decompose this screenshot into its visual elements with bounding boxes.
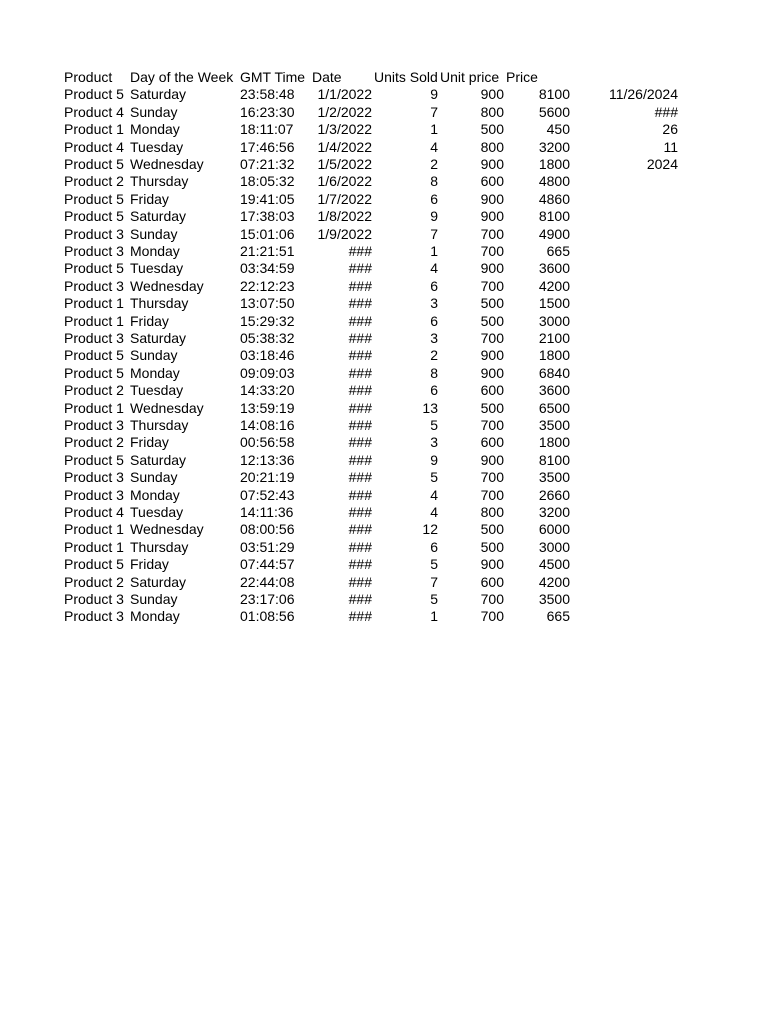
- cell-product[interactable]: Product 1: [64, 399, 124, 416]
- cell-gmt-time[interactable]: 18:05:32: [240, 173, 295, 190]
- cell-gmt-time[interactable]: 17:38:03: [240, 208, 295, 225]
- cell-product[interactable]: Product 3: [64, 277, 124, 294]
- cell-unit-price[interactable]: 500: [480, 295, 504, 312]
- cell-product[interactable]: Product 2: [64, 173, 124, 190]
- cell-day[interactable]: Sunday: [130, 103, 178, 120]
- cell-gmt-time[interactable]: 23:17:06: [240, 591, 295, 607]
- cell-price[interactable]: 2660: [538, 486, 570, 503]
- cell-unit-price[interactable]: 900: [480, 86, 504, 103]
- cell-product[interactable]: Product 2: [64, 434, 124, 451]
- table-row: [0, 295, 768, 312]
- cell-date[interactable]: ###: [348, 451, 372, 468]
- cell-price[interactable]: 5600: [538, 103, 570, 120]
- table-row: [0, 365, 768, 382]
- cell-units-sold[interactable]: 6: [430, 538, 438, 555]
- table-row: [0, 487, 768, 504]
- cell-units-sold[interactable]: 5: [430, 591, 438, 607]
- cell-units-sold[interactable]: 3: [430, 434, 438, 451]
- cell-date[interactable]: ###: [348, 330, 372, 346]
- cell-gmt-time[interactable]: 03:18:46: [240, 347, 295, 364]
- table-row: [0, 608, 768, 625]
- header-date[interactable]: Date: [312, 69, 342, 85]
- cell-gmt-time[interactable]: 16:23:30: [240, 103, 295, 120]
- cell-units-sold[interactable]: 2: [430, 156, 438, 172]
- cell-price[interactable]: 665: [546, 608, 570, 625]
- cell-date[interactable]: ###: [348, 521, 372, 538]
- table-row: [0, 278, 768, 295]
- table-row: [0, 208, 768, 225]
- cell-price[interactable]: 450: [546, 121, 570, 138]
- cell-day[interactable]: Friday: [130, 312, 169, 329]
- cell-date[interactable]: ###: [348, 260, 372, 277]
- cell-product[interactable]: Product 1: [64, 295, 124, 312]
- cell-units-sold[interactable]: 4: [430, 486, 438, 503]
- cell-units-sold[interactable]: 1: [430, 121, 438, 138]
- cell-date[interactable]: 1/3/2022: [317, 121, 372, 138]
- table-row: [0, 469, 768, 486]
- cell-price[interactable]: 8100: [538, 208, 570, 225]
- cell-unit-price[interactable]: 600: [480, 573, 504, 590]
- cell-product[interactable]: Product 1: [64, 312, 124, 329]
- cell-date[interactable]: ###: [348, 469, 372, 486]
- cell-price[interactable]: 8100: [538, 451, 570, 468]
- cell-gmt-time[interactable]: 23:58:48: [240, 86, 295, 103]
- cell-day[interactable]: Saturday: [130, 208, 187, 225]
- cell-unit-price[interactable]: 800: [480, 103, 504, 120]
- side-row: [0, 156, 768, 173]
- cell-price[interactable]: 3600: [538, 260, 570, 277]
- cell-day[interactable]: Wednesday: [130, 521, 204, 538]
- table-row: [0, 556, 768, 573]
- cell-date[interactable]: ###: [348, 382, 372, 399]
- header-product[interactable]: Product: [64, 69, 113, 85]
- cell-unit-price[interactable]: 900: [480, 190, 504, 207]
- cell-unit-price[interactable]: 500: [480, 312, 504, 329]
- cell-units-sold[interactable]: 3: [430, 295, 438, 312]
- cell-unit-price[interactable]: 900: [480, 260, 504, 277]
- cell-day[interactable]: Sunday: [130, 591, 178, 607]
- cell-gmt-time[interactable]: 21:21:51: [240, 243, 295, 259]
- cell-gmt-time[interactable]: 14:33:20: [240, 382, 295, 399]
- cell-product[interactable]: Product 3: [64, 469, 124, 486]
- cell-day[interactable]: Sunday: [130, 225, 178, 242]
- header-price[interactable]: Price: [506, 69, 538, 85]
- cell-gmt-time[interactable]: 13:07:50: [240, 295, 295, 312]
- cell-date[interactable]: ###: [348, 312, 372, 329]
- cell-gmt-time[interactable]: 17:46:56: [240, 138, 295, 155]
- cell-unit-price[interactable]: 500: [480, 399, 504, 416]
- side-value-cell[interactable]: ###: [654, 103, 678, 120]
- cell-date[interactable]: ###: [348, 243, 372, 259]
- cell-date[interactable]: ###: [348, 399, 372, 416]
- cell-units-sold[interactable]: 6: [430, 190, 438, 207]
- cell-price[interactable]: 3500: [538, 469, 570, 486]
- cell-product[interactable]: Product 5: [64, 86, 124, 103]
- cell-product[interactable]: Product 4: [64, 138, 124, 155]
- cell-price[interactable]: 2100: [538, 330, 570, 346]
- cell-price[interactable]: 6000: [538, 521, 570, 538]
- cell-date[interactable]: ###: [348, 573, 372, 590]
- side-row: [0, 139, 768, 156]
- cell-date[interactable]: ###: [348, 434, 372, 451]
- cell-product[interactable]: Product 3: [64, 243, 124, 259]
- cell-unit-price[interactable]: 900: [480, 451, 504, 468]
- cell-price[interactable]: 3500: [538, 591, 570, 607]
- cell-units-sold[interactable]: 5: [430, 556, 438, 573]
- cell-gmt-time[interactable]: 13:59:19: [240, 399, 295, 416]
- cell-unit-price[interactable]: 900: [480, 208, 504, 225]
- cell-price[interactable]: 4800: [538, 173, 570, 190]
- cell-product[interactable]: Product 3: [64, 417, 124, 433]
- cell-price[interactable]: 8100: [538, 86, 570, 103]
- cell-price[interactable]: 1800: [538, 156, 570, 172]
- table-row: [0, 417, 768, 434]
- cell-price[interactable]: 4500: [538, 556, 570, 573]
- cell-product[interactable]: Product 1: [64, 538, 124, 555]
- cell-price[interactable]: 4900: [538, 225, 570, 242]
- side-row: [0, 104, 768, 121]
- table-row: [0, 574, 768, 591]
- cell-gmt-time[interactable]: 12:13:36: [240, 451, 295, 468]
- header-gmt-time[interactable]: GMT Time: [240, 69, 306, 85]
- cell-product[interactable]: Product 5: [64, 156, 124, 172]
- cell-product[interactable]: Product 3: [64, 225, 124, 242]
- cell-unit-price[interactable]: 700: [480, 608, 504, 625]
- cell-units-sold[interactable]: 4: [430, 138, 438, 155]
- cell-units-sold[interactable]: 6: [430, 277, 438, 294]
- cell-product[interactable]: Product 4: [64, 103, 124, 120]
- cell-gmt-time[interactable]: 22:44:08: [240, 573, 295, 590]
- cell-date[interactable]: ###: [348, 347, 372, 364]
- cell-day[interactable]: Sunday: [130, 469, 178, 486]
- cell-day[interactable]: Sunday: [130, 347, 178, 364]
- cell-day[interactable]: Thursday: [130, 417, 189, 433]
- cell-units-sold[interactable]: 5: [430, 417, 438, 433]
- cell-gmt-time[interactable]: 15:29:32: [240, 312, 295, 329]
- cell-unit-price[interactable]: 500: [480, 538, 504, 555]
- cell-date[interactable]: ###: [348, 417, 372, 433]
- cell-unit-price[interactable]: 700: [480, 277, 504, 294]
- cell-units-sold[interactable]: 1: [430, 243, 438, 259]
- cell-product[interactable]: Product 4: [64, 504, 124, 520]
- cell-product[interactable]: Product 5: [64, 260, 124, 277]
- side-value-cell[interactable]: 11/26/2024: [608, 86, 678, 103]
- header-unit-price[interactable]: Unit price: [440, 69, 500, 85]
- table-row: [0, 434, 768, 451]
- cell-date[interactable]: ###: [348, 538, 372, 555]
- cell-day[interactable]: Thursday: [130, 173, 189, 190]
- cell-units-sold[interactable]: 13: [422, 399, 438, 416]
- cell-day[interactable]: Saturday: [130, 573, 187, 590]
- cell-day[interactable]: Saturday: [130, 451, 187, 468]
- cell-gmt-time[interactable]: 20:21:19: [240, 469, 295, 486]
- cell-price[interactable]: 3200: [538, 504, 570, 520]
- table-row: [0, 330, 768, 347]
- cell-gmt-time[interactable]: 18:11:07: [240, 121, 294, 138]
- cell-unit-price[interactable]: 700: [480, 417, 504, 433]
- cell-gmt-time[interactable]: 19:41:05: [240, 190, 295, 207]
- header-units-sold[interactable]: Units Sold: [374, 69, 438, 85]
- table-row: [0, 452, 768, 469]
- cell-unit-price[interactable]: 600: [480, 173, 504, 190]
- cell-date[interactable]: 1/9/2022: [317, 225, 372, 242]
- table-row: [0, 191, 768, 208]
- cell-product[interactable]: Product 3: [64, 608, 124, 625]
- cell-date[interactable]: ###: [348, 295, 372, 312]
- cell-product[interactable]: Product 5: [64, 451, 124, 468]
- cell-day[interactable]: Tuesday: [130, 504, 184, 520]
- table-row: [0, 539, 768, 556]
- cell-price[interactable]: 1800: [538, 434, 570, 451]
- cell-unit-price[interactable]: 700: [480, 330, 504, 346]
- cell-day[interactable]: Wednesday: [130, 156, 204, 172]
- cell-units-sold[interactable]: 8: [430, 173, 438, 190]
- cell-gmt-time[interactable]: 07:52:43: [240, 486, 295, 503]
- cell-product[interactable]: Product 2: [64, 573, 124, 590]
- cell-day[interactable]: Monday: [130, 243, 180, 259]
- cell-unit-price[interactable]: 900: [480, 556, 504, 573]
- cell-gmt-time[interactable]: 03:51:29: [240, 538, 295, 555]
- cell-date[interactable]: ###: [348, 504, 372, 520]
- cell-product[interactable]: Product 3: [64, 591, 124, 607]
- cell-price[interactable]: 3600: [538, 382, 570, 399]
- cell-day[interactable]: Friday: [130, 556, 169, 573]
- cell-day[interactable]: Saturday: [130, 86, 187, 103]
- cell-date[interactable]: 1/4/2022: [317, 138, 372, 155]
- cell-date[interactable]: ###: [348, 486, 372, 503]
- cell-product[interactable]: Product 3: [64, 330, 124, 346]
- table-row: [0, 382, 768, 399]
- table-row: [0, 521, 768, 538]
- cell-units-sold[interactable]: 4: [430, 504, 438, 520]
- cell-units-sold[interactable]: 8: [430, 364, 438, 381]
- cell-date[interactable]: 1/1/2022: [317, 86, 372, 103]
- cell-date[interactable]: 1/7/2022: [317, 190, 372, 207]
- cell-day[interactable]: Wednesday: [130, 399, 204, 416]
- cell-price[interactable]: 6840: [538, 364, 570, 381]
- cell-gmt-time[interactable]: 14:11:36: [240, 504, 294, 520]
- cell-product[interactable]: Product 1: [64, 521, 124, 538]
- cell-unit-price[interactable]: 500: [480, 121, 504, 138]
- cell-product[interactable]: Product 5: [64, 364, 124, 381]
- side-value-cell[interactable]: 11: [663, 138, 678, 155]
- table-row: [0, 591, 768, 608]
- cell-day[interactable]: Monday: [130, 121, 180, 138]
- cell-product[interactable]: Product 5: [64, 556, 124, 573]
- table-row: [0, 400, 768, 417]
- cell-gmt-time[interactable]: 07:44:57: [240, 556, 295, 573]
- cell-gmt-time[interactable]: 07:21:32: [240, 156, 295, 172]
- cell-price[interactable]: 1800: [538, 347, 570, 364]
- cell-unit-price[interactable]: 600: [480, 434, 504, 451]
- cell-gmt-time[interactable]: 03:34:59: [240, 260, 295, 277]
- cell-units-sold[interactable]: 7: [430, 225, 438, 242]
- cell-price[interactable]: 6500: [538, 399, 570, 416]
- cell-gmt-time[interactable]: 05:38:32: [240, 330, 295, 346]
- cell-day[interactable]: Friday: [130, 190, 169, 207]
- cell-unit-price[interactable]: 700: [480, 591, 504, 607]
- cell-units-sold[interactable]: 6: [430, 312, 438, 329]
- cell-units-sold[interactable]: 9: [430, 86, 438, 103]
- cell-day[interactable]: Saturday: [130, 330, 187, 346]
- cell-date[interactable]: ###: [348, 556, 372, 573]
- cell-date[interactable]: 1/8/2022: [317, 208, 372, 225]
- cell-unit-price[interactable]: 700: [480, 486, 504, 503]
- cell-units-sold[interactable]: 1: [430, 608, 438, 625]
- cell-day[interactable]: Monday: [130, 486, 180, 503]
- cell-date[interactable]: 1/2/2022: [317, 103, 372, 120]
- cell-unit-price[interactable]: 700: [480, 243, 504, 259]
- table-row: [0, 226, 768, 243]
- cell-date[interactable]: 1/6/2022: [317, 173, 372, 190]
- table-row: [0, 260, 768, 277]
- cell-unit-price[interactable]: 600: [480, 382, 504, 399]
- cell-price[interactable]: 3000: [538, 538, 570, 555]
- cell-gmt-time[interactable]: 22:12:23: [240, 277, 295, 294]
- cell-units-sold[interactable]: 6: [430, 382, 438, 399]
- side-value-cell[interactable]: 26: [662, 121, 678, 138]
- cell-unit-price[interactable]: 500: [480, 521, 504, 538]
- cell-units-sold[interactable]: 2: [430, 347, 438, 364]
- cell-units-sold[interactable]: 5: [430, 469, 438, 486]
- side-row: [0, 86, 768, 103]
- cell-product[interactable]: Product 5: [64, 347, 124, 364]
- cell-day[interactable]: Friday: [130, 434, 169, 451]
- cell-price[interactable]: 1500: [538, 295, 570, 312]
- cell-date[interactable]: ###: [348, 591, 372, 607]
- header-day[interactable]: Day of the Week: [130, 69, 234, 85]
- cell-unit-price[interactable]: 900: [480, 364, 504, 381]
- header-row: [0, 69, 768, 86]
- side-value-cell[interactable]: 2024: [646, 156, 678, 172]
- cell-unit-price[interactable]: 700: [480, 225, 504, 242]
- cell-units-sold[interactable]: 9: [430, 208, 438, 225]
- cell-gmt-time[interactable]: 00:56:58: [240, 434, 295, 451]
- cell-price[interactable]: 3500: [538, 417, 570, 433]
- cell-price[interactable]: 4200: [538, 573, 570, 590]
- cell-gmt-time[interactable]: 09:09:03: [240, 364, 295, 381]
- cell-day[interactable]: Tuesday: [130, 382, 184, 399]
- cell-units-sold[interactable]: 12: [422, 521, 438, 538]
- side-row: [0, 121, 768, 138]
- table-row: [0, 504, 768, 521]
- cell-product[interactable]: Product 5: [64, 208, 124, 225]
- cell-day[interactable]: Thursday: [130, 295, 189, 312]
- cell-product[interactable]: Product 5: [64, 190, 124, 207]
- cell-gmt-time[interactable]: 14:08:16: [240, 417, 295, 433]
- cell-day[interactable]: Tuesday: [130, 138, 184, 155]
- cell-units-sold[interactable]: 7: [430, 103, 438, 120]
- table-row: [0, 243, 768, 260]
- cell-day[interactable]: Tuesday: [130, 260, 184, 277]
- cell-day[interactable]: Thursday: [130, 538, 189, 555]
- cell-price[interactable]: 3200: [538, 138, 570, 155]
- cell-gmt-time[interactable]: 08:00:56: [240, 521, 295, 538]
- cell-units-sold[interactable]: 7: [430, 573, 438, 590]
- cell-day[interactable]: Monday: [130, 364, 180, 381]
- cell-unit-price[interactable]: 800: [480, 138, 504, 155]
- cell-unit-price[interactable]: 900: [480, 347, 504, 364]
- cell-date[interactable]: 1/5/2022: [317, 156, 372, 172]
- cell-units-sold[interactable]: 3: [430, 330, 438, 346]
- cell-price[interactable]: 4860: [538, 190, 570, 207]
- cell-price[interactable]: 3000: [538, 312, 570, 329]
- cell-unit-price[interactable]: 700: [480, 469, 504, 486]
- table-row: [0, 313, 768, 330]
- cell-date[interactable]: ###: [348, 364, 372, 381]
- cell-unit-price[interactable]: 800: [480, 504, 504, 520]
- cell-day[interactable]: Wednesday: [130, 277, 204, 294]
- cell-product[interactable]: Product 3: [64, 486, 124, 503]
- cell-day[interactable]: Monday: [130, 608, 180, 625]
- table-row: [0, 173, 768, 190]
- cell-product[interactable]: Product 1: [64, 121, 124, 138]
- cell-units-sold[interactable]: 4: [430, 260, 438, 277]
- cell-price[interactable]: 665: [546, 243, 570, 259]
- table-row: [0, 347, 768, 364]
- cell-date[interactable]: ###: [348, 277, 372, 294]
- cell-gmt-time[interactable]: 15:01:06: [240, 225, 295, 242]
- cell-gmt-time[interactable]: 01:08:56: [240, 608, 295, 625]
- cell-date[interactable]: ###: [348, 608, 372, 625]
- cell-units-sold[interactable]: 9: [430, 451, 438, 468]
- cell-product[interactable]: Product 2: [64, 382, 124, 399]
- cell-unit-price[interactable]: 900: [480, 156, 504, 172]
- cell-price[interactable]: 4200: [538, 277, 570, 294]
